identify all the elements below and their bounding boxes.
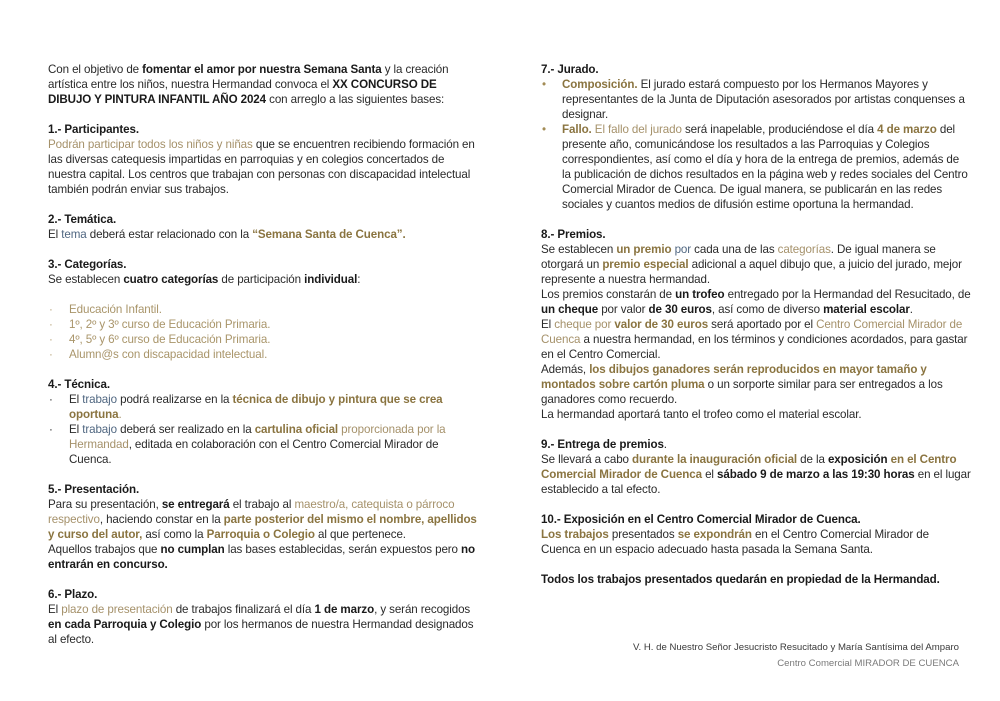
body-text: adicional a aquel dibujo que, a juicio del jurado, mejor represente a nuestra hermandad. bbox=[541, 258, 962, 286]
bullet-icon: • bbox=[542, 123, 546, 136]
body-text: que se encuentren recibiendo formación en las diversas catequesis impartidas en parroquias y en colegios concertados de nuestra capital. Los centros que trabajan con personas con discapacidad intelectual también podrán enviar sus trabajos. bbox=[48, 138, 475, 196]
intro-text: Con el objetivo de bbox=[48, 63, 143, 76]
body-text: a nuestra hermandad, en los términos y condiciones acordados, para gastar en el Centro Comercial. bbox=[541, 333, 968, 361]
body-text: Se establecen bbox=[48, 273, 124, 286]
closing-statement bbox=[541, 572, 971, 587]
body-text: . De igual manera se otorgará un bbox=[541, 243, 936, 271]
section-heading: 8.- Premios. bbox=[541, 228, 606, 241]
category-label: Alumn@s con discapacidad intelectual. bbox=[69, 348, 268, 361]
emphasis-text: cuatro categorías bbox=[123, 273, 219, 286]
brotherhood-name: V. H. de Nuestro Señor Jesucristo Resucitado y María Santísima del Amparo bbox=[633, 642, 959, 653]
body-text: , y serán recogidos bbox=[374, 603, 471, 616]
bullet-icon: · bbox=[49, 423, 53, 436]
category-label: 1º, 2º y 3º curso de Educación Primaria. bbox=[69, 318, 271, 331]
body-text: por valor bbox=[598, 303, 649, 316]
bullet-icon: • bbox=[542, 78, 546, 91]
section-participantes bbox=[48, 122, 478, 197]
highlight-text: durante la inauguración oficial bbox=[632, 453, 798, 466]
right-column bbox=[541, 62, 971, 587]
body-text: en el lugar establecido a tal efecto. bbox=[541, 468, 971, 496]
body-text: El bbox=[541, 318, 555, 331]
bullet-icon: · bbox=[49, 333, 53, 346]
highlight-text: premio especial bbox=[602, 258, 689, 271]
bullet-icon: · bbox=[49, 303, 53, 316]
intro-text: con arreglo a las siguientes bases: bbox=[266, 93, 445, 106]
body-text: El jurado estará compuesto por los Hermanos Mayores y representantes de la Junta de Diputación asesorados por artistas conquenses a designar. bbox=[562, 78, 965, 121]
body-text: Los premios constarán de bbox=[541, 288, 676, 301]
deadline-date: 1 de marzo bbox=[314, 603, 375, 616]
body-text: deberá ser realizado en la bbox=[116, 423, 255, 436]
body-text: en el Centro Comercial Mirador de Cuenca en un espacio adecuado hasta pasada la Semana Santa. bbox=[541, 528, 929, 556]
intro-text: y la creación artística entre los niños, nuestra Hermandad convoca el bbox=[48, 63, 449, 91]
emphasis-text: material escolar bbox=[823, 303, 910, 316]
body-text: Además, bbox=[541, 363, 590, 376]
heading-punct: . bbox=[663, 438, 667, 451]
body-text: Aquellos trabajos que bbox=[48, 543, 161, 556]
prize-amount: de 30 euros bbox=[648, 303, 712, 316]
body-text: por los hermanos de nuestra Hermandad designados al efecto. bbox=[48, 618, 474, 646]
section-heading: 5.- Presentación. bbox=[48, 483, 140, 496]
highlight-text: cartulina oficial bbox=[254, 423, 339, 436]
highlight-text: Centro Comercial Mirador de Cuenca bbox=[541, 318, 963, 346]
highlight-text: El fallo del jurado bbox=[591, 123, 682, 136]
body-text: : bbox=[357, 273, 361, 286]
section-tecnica bbox=[48, 377, 478, 467]
verdict-date: 4 de marzo bbox=[877, 123, 937, 136]
body-text: El bbox=[48, 603, 62, 616]
list-item bbox=[541, 122, 971, 212]
section-tematica bbox=[48, 212, 478, 242]
section-entrega bbox=[541, 437, 971, 497]
section-heading bbox=[541, 437, 971, 452]
body-text: será inapelable, produciéndose el día bbox=[681, 123, 878, 136]
categories-list bbox=[48, 302, 478, 362]
section-plazo bbox=[48, 587, 478, 647]
body-text: el trabajo al bbox=[229, 498, 295, 511]
section-heading: 10.- Exposición en el Centro Comercial Mirador de Cuenca. bbox=[541, 513, 861, 526]
section-categorias bbox=[48, 257, 478, 362]
list-item bbox=[48, 332, 478, 347]
body-text: El bbox=[69, 393, 83, 406]
body-text: será aportado por el bbox=[708, 318, 817, 331]
body-text: Se llevará a cabo bbox=[541, 453, 633, 466]
list-item bbox=[541, 77, 971, 122]
body-text: podrá realizarse en la bbox=[116, 393, 233, 406]
body-text: las bases establecidas, serán expuestos pero bbox=[224, 543, 462, 556]
event-datetime: sábado 9 de marzo a las 19:30 horas bbox=[717, 468, 915, 481]
section-heading: 1.- Participantes. bbox=[48, 123, 139, 136]
list-item bbox=[48, 392, 478, 422]
body-text: así como la bbox=[142, 528, 207, 541]
highlight-text: se expondrán bbox=[677, 528, 752, 541]
intro-emphasis: fomentar el amor por nuestra Semana Santa bbox=[142, 63, 382, 76]
closing-text: Todos los trabajos presentados quedarán en propiedad de la Hermandad. bbox=[541, 573, 940, 586]
item-label: Composición. bbox=[562, 78, 638, 91]
highlight-text: trabajo bbox=[82, 393, 117, 406]
emphasis-text: se entregará bbox=[161, 498, 230, 511]
highlight-text: parte posterior del mismo el nombre, apellidos y curso del autor, bbox=[48, 513, 477, 541]
item-label: Fallo. bbox=[562, 123, 592, 136]
left-column bbox=[48, 62, 478, 647]
body-text: El bbox=[69, 423, 83, 436]
body-text: o un sorporte similar para ser entregados a los ganadores como recuerdo. bbox=[541, 378, 943, 406]
emphasis-text: exposición bbox=[827, 453, 888, 466]
body-text: cada una de las bbox=[691, 243, 778, 256]
section-heading: 6.- Plazo. bbox=[48, 588, 98, 601]
emphasis-text: en cada Parroquia y Colegio bbox=[48, 618, 202, 631]
emphasis-text: no cumplan bbox=[160, 543, 225, 556]
highlight-text: un premio bbox=[616, 243, 672, 256]
heading-text: 9.- Entrega de premios bbox=[541, 438, 664, 451]
prize-amount: valor de 30 euros bbox=[611, 318, 709, 331]
list-item bbox=[48, 302, 478, 317]
section-heading: 2.- Temática. bbox=[48, 213, 117, 226]
emphasis-text: individual bbox=[304, 273, 358, 286]
highlight-text: Podrán participar todos los niños y niñas bbox=[48, 138, 253, 151]
body-text: de trabajos finalizará el día bbox=[172, 603, 315, 616]
highlight-text: trabajo bbox=[82, 423, 117, 436]
category-label: 4º, 5º y 6º curso de Educación Primaria. bbox=[69, 333, 271, 346]
body-text: El bbox=[48, 228, 62, 241]
body-text: del presente año, comunicándose los resultados a las Parroquias y Colegios correspondientes, así como el día y hora de la entrega de premios, además de la publicación de dichos resultados en la página web y redes sociales del Centro Comercial Mirador de Cuenca. De igual manera, se publicarán en las redes sociales y cuantos medios de difusión estime oportuna la hermandad. bbox=[562, 123, 968, 211]
highlight-text: por bbox=[671, 243, 692, 256]
emphasis-text: no entrarán en concurso. bbox=[48, 543, 475, 571]
body-text: presentados bbox=[608, 528, 678, 541]
body-text: . bbox=[909, 303, 913, 316]
section-heading: 7.- Jurado. bbox=[541, 63, 599, 76]
section-heading: 3.- Categorías. bbox=[48, 258, 127, 271]
body-text: de la bbox=[797, 453, 828, 466]
section-heading: 4.- Técnica. bbox=[48, 378, 110, 391]
body-text: La hermandad aportará tanto el trofeo como el material escolar. bbox=[541, 408, 862, 421]
sponsor-name: Centro Comercial MIRADOR DE CUENCA bbox=[777, 658, 959, 669]
highlight-text: tema bbox=[61, 228, 87, 241]
highlight-text: plazo de presentación bbox=[61, 603, 173, 616]
body-text: , editada en colaboración con el Centro Comercial Mirador de Cuenca. bbox=[69, 438, 439, 466]
bullet-icon: · bbox=[49, 318, 53, 331]
body-text: entregado por la Hermandad del Resucitado, de bbox=[724, 288, 971, 301]
category-label: Educación Infantil. bbox=[69, 303, 162, 316]
jury-list bbox=[541, 77, 971, 212]
list-item bbox=[48, 347, 478, 362]
body-text: Se establecen bbox=[541, 243, 617, 256]
signature-block bbox=[633, 640, 959, 672]
body-text: deberá estar relacionado con la bbox=[86, 228, 253, 241]
highlight-text: en el Centro Comercial Mirador de Cuenca bbox=[541, 453, 957, 481]
emphasis-text: un cheque bbox=[541, 303, 599, 316]
theme-title: “Semana Santa de Cuenca”. bbox=[252, 228, 406, 241]
section-exposicion bbox=[541, 512, 971, 557]
bullet-icon: · bbox=[49, 393, 53, 406]
body-text: al que pertenece. bbox=[314, 528, 406, 541]
technique-list bbox=[48, 392, 478, 467]
body-text: , haciendo constar en la bbox=[99, 513, 224, 526]
highlight-text: técnica de dibujo y pintura que se crea oportuna bbox=[69, 393, 443, 421]
highlight-text: Parroquia o Colegio bbox=[206, 528, 315, 541]
body-text: de participación bbox=[218, 273, 305, 286]
contest-title: XX CONCURSO DE DIBUJO Y PINTURA INFANTIL AÑO 2024 bbox=[48, 78, 437, 106]
highlight-text: cheque por bbox=[554, 318, 612, 331]
body-text: . bbox=[118, 408, 122, 421]
section-premios bbox=[541, 227, 971, 422]
highlight-text: proporcionada por la Hermandad bbox=[69, 423, 446, 451]
highlight-text: categorías bbox=[777, 243, 831, 256]
intro-paragraph bbox=[48, 62, 478, 107]
body-text: el bbox=[701, 468, 718, 481]
highlight-text: maestro/a, catequista o párroco respectivo bbox=[48, 498, 455, 526]
emphasis-text: un trofeo bbox=[675, 288, 725, 301]
highlight-text: Los trabajos bbox=[541, 528, 609, 541]
list-item bbox=[48, 422, 478, 467]
list-item bbox=[48, 317, 478, 332]
body-text: , así como de diverso bbox=[711, 303, 824, 316]
section-jurado bbox=[541, 62, 971, 212]
highlight-text: los dibujos ganadores serán reproducidos en mayor tamaño y montados sobre cartón pluma bbox=[541, 363, 927, 391]
section-presentacion bbox=[48, 482, 478, 572]
body-text: Para su presentación, bbox=[48, 498, 162, 511]
bullet-icon: · bbox=[49, 348, 53, 361]
